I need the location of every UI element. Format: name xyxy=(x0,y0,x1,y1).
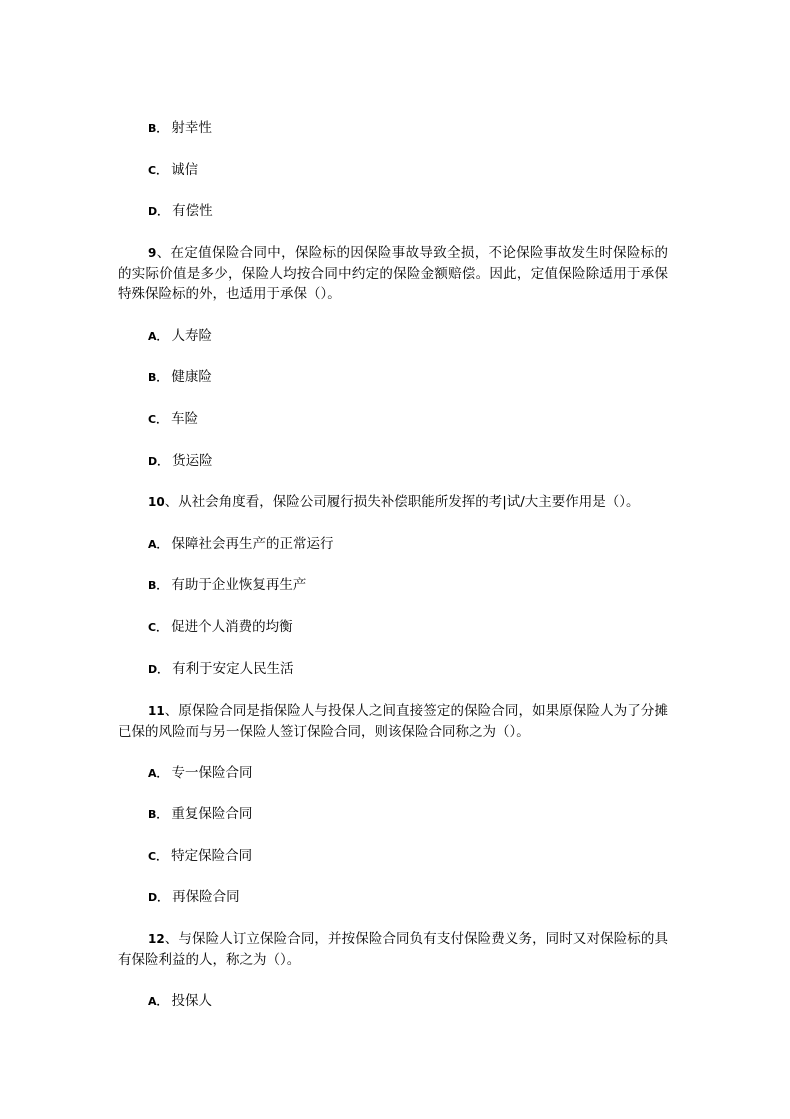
option-text: 保障社会再生产的正常运行 xyxy=(171,536,334,552)
option-text: 人寿险 xyxy=(171,328,213,344)
option-text: 车险 xyxy=(171,411,199,427)
option-text: 射幸性 xyxy=(171,120,212,136)
option-q8-c xyxy=(148,160,198,181)
option-letter: A． xyxy=(148,767,168,780)
option-q11-a xyxy=(148,763,253,784)
question-text: 、与保险人订立保险合同，并按保险合同负有支付保险费义务，同时又对保险标的具有保险利益的人，称之为（）。 xyxy=(118,931,668,968)
option-text: 货运险 xyxy=(172,453,213,469)
option-letter: C． xyxy=(148,164,168,177)
option-q10-c xyxy=(148,617,293,638)
question-number: 12 xyxy=(148,932,165,946)
option-text: 专一保险合同 xyxy=(171,765,253,781)
option-q10-b xyxy=(148,575,306,596)
option-q9-a xyxy=(148,326,212,347)
option-letter: D． xyxy=(148,455,169,468)
option-q12-a xyxy=(148,991,212,1012)
question-number: 10 xyxy=(148,495,165,509)
question-text: 、原保险合同是指保险人与投保人之间直接签定的保险合同，如果原保险人为了分摊已保的风险而与另一保险人签订保险合同，则该保险合同称之为（）。 xyxy=(118,703,668,740)
option-text: 促进个人消费的均衡 xyxy=(171,619,293,635)
option-letter: D． xyxy=(148,205,169,218)
question-10 xyxy=(118,492,668,513)
option-q8-d xyxy=(148,201,213,222)
option-letter: B． xyxy=(148,579,168,592)
option-letter: D． xyxy=(148,891,169,904)
option-letter: A． xyxy=(148,995,168,1008)
option-text: 重复保险合同 xyxy=(171,806,253,822)
option-letter: D． xyxy=(148,663,169,676)
option-letter: C． xyxy=(148,850,168,863)
option-text: 有助于企业恢复再生产 xyxy=(171,577,307,593)
option-q9-c xyxy=(148,409,198,430)
question-9 xyxy=(118,243,668,305)
option-q8-b xyxy=(148,118,212,139)
option-text: 健康险 xyxy=(171,369,212,385)
option-letter: B． xyxy=(148,808,168,821)
option-text: 有偿性 xyxy=(172,203,213,219)
question-text: 、从社会角度看，保险公司履行损失补偿职能所发挥的考|试/大主要作用是（）。 xyxy=(164,494,640,510)
option-letter: A． xyxy=(148,538,168,551)
question-number: 9 xyxy=(148,246,157,260)
option-letter: C． xyxy=(148,621,168,634)
option-q9-d xyxy=(148,451,213,472)
option-q11-b xyxy=(148,804,252,825)
option-letter: A． xyxy=(148,330,168,343)
question-12 xyxy=(118,929,668,970)
option-q10-d xyxy=(148,659,294,680)
option-letter: B． xyxy=(148,122,168,135)
option-q9-b xyxy=(148,367,212,388)
option-text: 再保险合同 xyxy=(172,889,240,905)
option-letter: B． xyxy=(148,371,168,384)
question-11 xyxy=(118,701,668,742)
option-text: 有利于安定人民生活 xyxy=(172,661,294,677)
option-q10-a xyxy=(148,534,334,555)
option-text: 诚信 xyxy=(171,162,199,178)
question-text: 、在定值保险合同中，保险标的因保险事故导致全损，不论保险事故发生时保险标的的实际价值是多少，保险人均按合同中约定的保险金额赔偿。因此，定值保险除适用于承保特殊保险标的外，也适用于承保（）。 xyxy=(118,245,668,302)
option-letter: C． xyxy=(148,413,168,426)
option-q11-c xyxy=(148,846,252,867)
option-q11-d xyxy=(148,887,240,908)
option-text: 特定保险合同 xyxy=(171,848,253,864)
option-text: 投保人 xyxy=(171,993,213,1009)
question-number: 11 xyxy=(148,704,165,718)
